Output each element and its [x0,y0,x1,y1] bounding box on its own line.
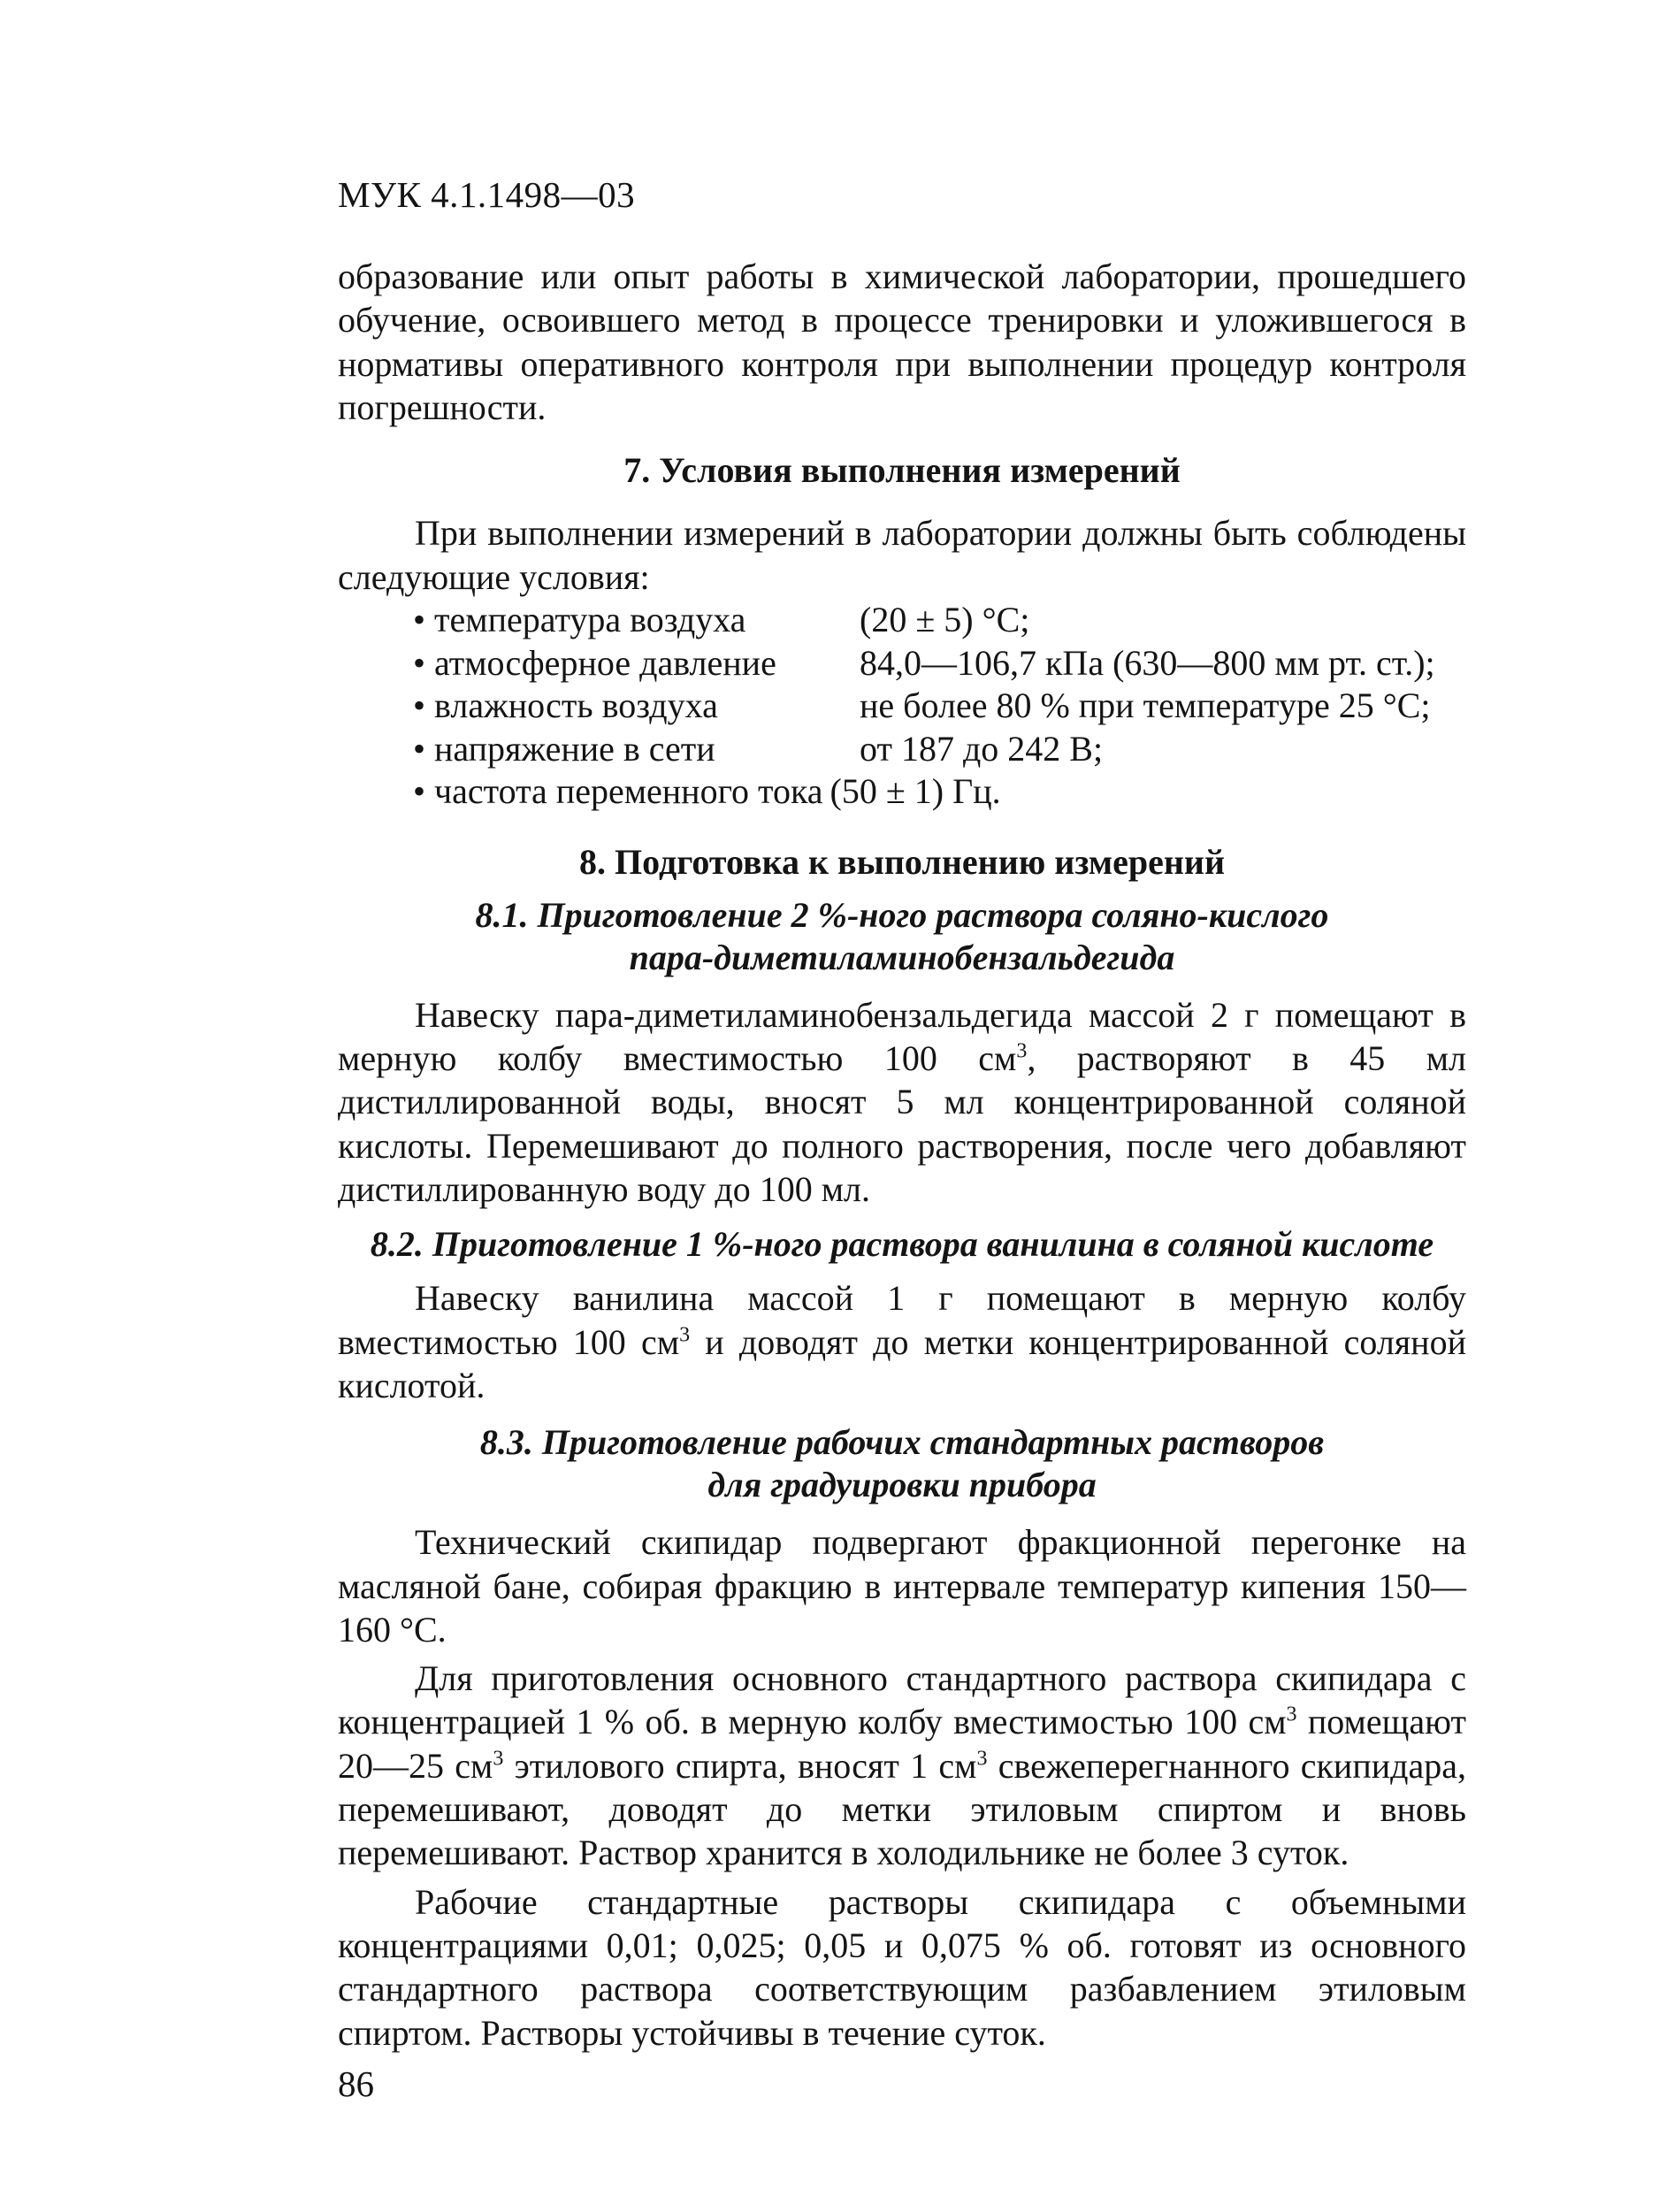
section-8-3-title: 8.3. Приготовление рабочих стандартных растворов для градуировки прибора [479,1422,1325,1505]
section-7-title: 7. Условия выполнения измерений [623,450,1181,491]
condition-row [413,728,1466,771]
section-8-3-paragraph-1: Технический скипидар подвергают фракционной перегонке на масляной бане, собирая фракцию в интервале температур кипения 150—160 °С. [338,1522,1466,1649]
bullet-icon: • [413,642,426,683]
section-7-lead: При выполнении измерений в лаборатории должны быть соблюдены следующие условия: [338,513,1466,597]
condition-value: не более 80 % при температуре 25 °С; [860,685,1431,726]
condition-value: (20 ± 5) °С; [860,600,1030,640]
section-8-2-title: 8.2. Приготовление 1 %-ного раствора ванилина в соляной кислоте [370,1224,1434,1265]
section-8-title: 8. Подготовка к выполнению измерений [579,841,1225,882]
condition-row [413,642,1466,685]
bullet-icon: • [413,685,426,726]
document-code-header: МУК 4.1.1498—03 [338,174,636,215]
section-8-3-paragraph-3: Рабочие стандартные растворы скипидара с объемными концентрациями 0,01; 0,025; 0,05 и 0,075 % об. готовят из основного стандартного раствора соответствующим разбавлением этиловым спиртом. Растворы устойчивы в течение суток. [338,1881,1466,2053]
page-content [338,255,1466,2055]
condition-row [413,770,1466,814]
condition-value: 84,0—106,7 кПа (630—800 мм рт. ст.); [860,642,1435,683]
condition-value: от 187 до 242 В; [860,728,1104,769]
condition-label: • частота переменного тока [413,771,823,812]
section-8-3-paragraph-2: Для приготовления основного стандартного раствора скипидара с концентрацией 1 % об. в мерную колбу вместимостью 100 $см^3$ помещают 20—25 $см^3$ этилового спирта, вносят 1 $см^3$ свежеперегнанного скипидара, перемешивают, доводят до метки этиловым спиртом и вновь перемешивают. Раствор хранится в холодильнике не более 3 суток. [338,1658,1466,1873]
conditions-list [413,599,1466,814]
condition-row [413,599,1466,642]
condition-row [413,685,1466,728]
section-8-1-paragraph: Навеску пара-диметиламинобензальдегида массой 2 г помещают в мерную колбу вместимостью 100 $см^3$, растворяют в 45 мл дистиллированной воды, вносят 5 мл концентрированной соляной кислоты. Перемешивают до полного растворения, после чего добавляют дистиллированную воду до 100 мл. [338,994,1466,1210]
bullet-icon: • [413,771,426,812]
condition-label: • напряжение в сети [413,728,715,769]
condition-value: (50 ± 1) Гц. [830,771,1001,812]
bullet-icon: • [413,600,426,640]
intro-paragraph: образование или опыт работы в химической лаборатории, прошедшего обучение, освоившего метод в процессе тренировки и уложившегося в нормативы оперативного контроля при выполнении процедур контроля погрешности. [338,256,1466,427]
section-8-1-title: 8.1. Приготовление 2 %-ного раствора соляно-кислого пара-диметиламинобензальдегида [475,894,1329,977]
condition-label: • атмосферное давление [413,642,776,683]
condition-label: • температура воздуха [413,600,746,640]
bullet-icon: • [413,728,426,769]
condition-label: • влажность воздуха [413,685,718,726]
page-number: 86 [338,2063,374,2104]
section-8-2-paragraph: Навеску ванилина массой 1 г помещают в мерную колбу вместимостью 100 $см^3$ и доводят до метки концентрированной соляной кислотой. [338,1278,1466,1405]
